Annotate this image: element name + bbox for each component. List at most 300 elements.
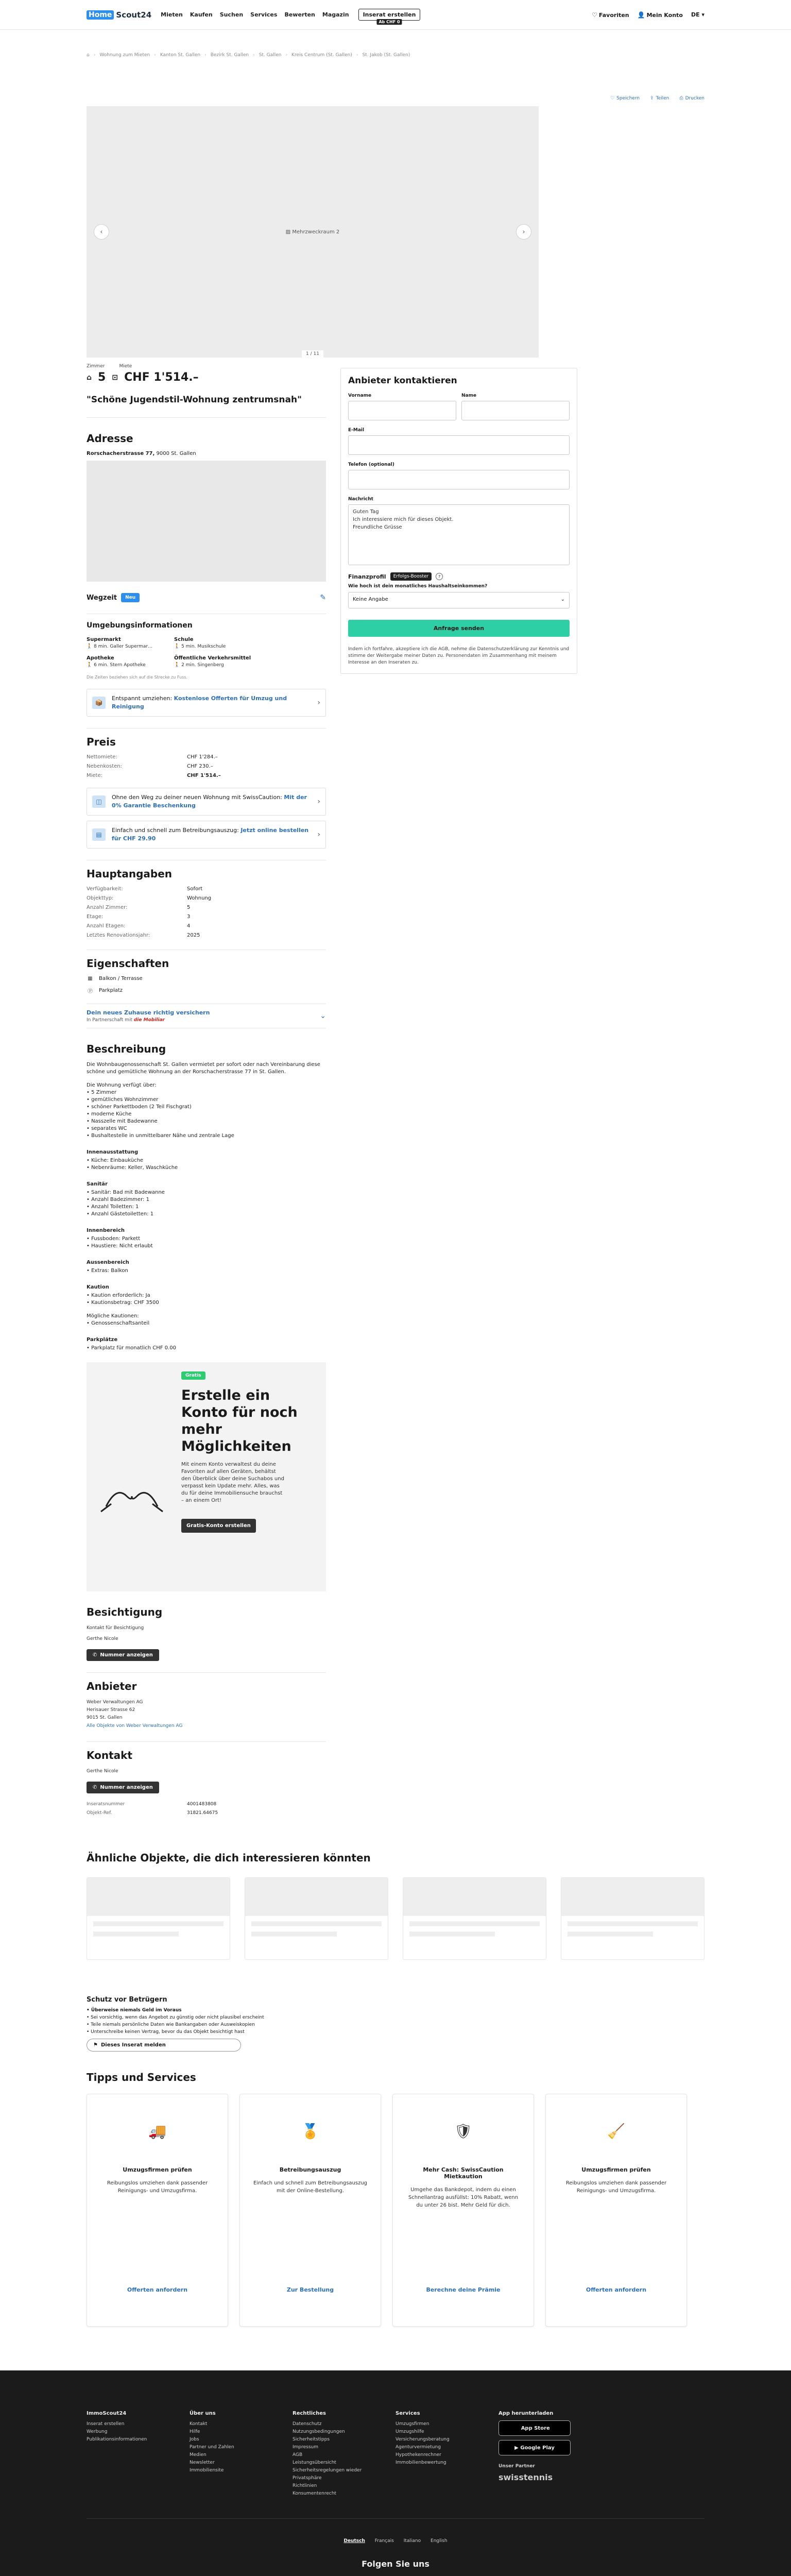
nav-kaufen[interactable]: Kaufen: [190, 11, 213, 18]
map[interactable]: [87, 461, 326, 582]
edit-icon[interactable]: ✎: [320, 594, 326, 602]
description-group-title: Innenausstattung: [87, 1149, 139, 1155]
info-key: Etage:: [87, 914, 104, 920]
insurance-title: Dein neues Zuhause richtig versichern: [87, 1009, 210, 1016]
swisscaution-promo[interactable]: [87, 788, 326, 816]
insurance-promo-text: [87, 1009, 210, 1023]
footer-link[interactable]: Leistungsübersicht: [293, 2460, 336, 2465]
tip-title: Umzugsfirmen prüfen: [123, 2166, 192, 2173]
feature-item: [87, 987, 326, 994]
save-button[interactable]: [610, 96, 640, 101]
footer-link[interactable]: Richtlinien: [293, 2483, 317, 2488]
description-group-item: • Kaution erforderlich: Ja: [87, 1292, 326, 1299]
listing-actions: [0, 58, 791, 101]
footer-link[interactable]: Umzugshilfe: [396, 2429, 424, 2434]
skeleton-line: [409, 1921, 540, 1926]
footer-link[interactable]: Umzugsfirmen: [396, 2421, 429, 2427]
description-group-item: • Parkplatz für monatlich CHF 0.00: [87, 1345, 326, 1352]
price-value: CHF 1'514.–: [187, 773, 221, 778]
footer-link[interactable]: Kontakt: [190, 2421, 208, 2427]
language-selector[interactable]: [691, 11, 704, 18]
footer-link[interactable]: Immobiliensite: [190, 2468, 224, 2473]
skeleton-line: [568, 1921, 698, 1926]
description-list-item: • moderne Küche: [87, 1111, 326, 1118]
document-icon: ▤: [92, 828, 106, 841]
environment-item: [87, 637, 174, 649]
main-info-table: [87, 886, 326, 938]
show-number-button[interactable]: [87, 1649, 159, 1661]
description-list-item: • Nasszelle mit Badewanne: [87, 1118, 326, 1125]
image-gallery[interactable]: [87, 106, 539, 358]
footer-link[interactable]: AGB: [293, 2452, 303, 2458]
footer-link[interactable]: Datenschutz: [293, 2421, 322, 2427]
description-intro: Die Wohnbaugenossenschaft St. Gallen vermietet per sofort oder nach Vereinbarung diese schöne und gemütliche Wohnung an der Rorschacherstrasse 77 in St. Gallen.: [87, 1062, 320, 1075]
feature-label: Balkon / Terrasse: [99, 976, 143, 981]
lastname-group: [461, 393, 570, 420]
similar-card[interactable]: [561, 1877, 704, 1960]
footer-link[interactable]: Partner und Zahlen: [190, 2445, 234, 2450]
firstname-input[interactable]: [348, 401, 456, 420]
breadcrumb-separator: ›: [285, 53, 288, 58]
description-group-title: Aussenbereich: [87, 1260, 129, 1265]
environment-item-title: Apotheke: [87, 655, 114, 661]
viewing-contact-name: Gerthe Nicole: [87, 1636, 118, 1641]
info-key: Objekttyp:: [87, 895, 114, 901]
firstname-label: Vorname: [348, 393, 372, 398]
footer-column-heading: ImmoScout24: [87, 2411, 127, 2416]
gallery-image: ▨ Mehrzweckraum 2: [285, 229, 340, 235]
insurance-promo[interactable]: [87, 1004, 326, 1028]
description-section: [87, 1043, 326, 1352]
language-option[interactable]: English: [431, 2538, 448, 2544]
description-list-item: • Bushaltestelle in unmittelbarer Nähe und zentrale Lage: [87, 1132, 326, 1140]
price-value: CHF 1'284.–: [187, 754, 218, 760]
breadcrumb-item[interactable]: Kanton St. Gallen: [160, 53, 201, 58]
provider-city: 9015 St. Gallen: [87, 1715, 123, 1720]
footer-column-heading: Services: [396, 2411, 420, 2416]
key-facts: [87, 358, 326, 384]
lastname-label: Name: [461, 393, 477, 398]
language-option[interactable]: Français: [374, 2538, 394, 2544]
object-ref-value: 31821.64675: [187, 1810, 218, 1816]
description-group-title: Sanitär: [87, 1181, 108, 1187]
address-city: 9000 St. Gallen: [156, 451, 196, 456]
viewing-label: Kontakt für Besichtigung: [87, 1625, 144, 1631]
footer-link[interactable]: Werbung: [87, 2429, 108, 2434]
description-group-item: • Kautionsbetrag: CHF 3500: [87, 1299, 326, 1307]
chevron-right-icon: ›: [317, 798, 320, 806]
nav-suchen[interactable]: Suchen: [219, 11, 244, 18]
contact-heading: Kontakt: [87, 1749, 133, 1761]
description-group: [87, 1235, 326, 1250]
tip-card[interactable]: [87, 2094, 228, 2327]
price-key: Nebenkosten:: [87, 764, 123, 769]
account-label: Mein Konto: [646, 11, 683, 19]
footer-column: [293, 2411, 370, 2498]
nav-bewerten[interactable]: Bewerten: [284, 11, 315, 18]
environment-section: [87, 621, 326, 680]
price-value: CHF 230.–: [187, 764, 213, 769]
description-list-item: • 5 Zimmer: [87, 1089, 326, 1096]
message-textarea[interactable]: Guten Tag Ich interessiere mich für dieses Objekt. Freundliche Grüsse: [348, 504, 570, 565]
reference-value: 4001483808: [187, 1802, 217, 1807]
description-group: [87, 1189, 326, 1218]
language-option[interactable]: Deutsch: [343, 2538, 365, 2544]
info-value: Sofort: [187, 886, 203, 892]
chevron-right-icon: ›: [317, 699, 320, 707]
similar-card[interactable]: [87, 1877, 230, 1960]
income-question: Wie hoch ist dein monatliches Haushaltseinkommen?: [348, 584, 488, 589]
info-value: 4: [187, 923, 191, 929]
info-value: Wohnung: [187, 895, 212, 901]
contact-section: [87, 1749, 326, 1816]
chevron-down-icon: ▾: [701, 11, 704, 18]
tips-heading: Tipps und Services: [87, 2071, 196, 2083]
rooms-value: 5: [98, 371, 106, 384]
favorites-label: Favoriten: [598, 11, 629, 19]
description-text: [87, 1061, 326, 1352]
provider-listings-link[interactable]: Alle Objekte von Weber Verwaltungen AG: [87, 1723, 183, 1728]
description-group: [87, 1292, 326, 1307]
price-key: Miete:: [87, 773, 103, 778]
share-button[interactable]: [650, 96, 669, 101]
environment-item-text: 8 min. Galler Supermar…: [94, 644, 153, 649]
mobiliar-logo: die Mobiliar: [133, 1018, 165, 1023]
create-listing-label: Inserat erstellen: [363, 11, 416, 18]
tip-title: Mehr Cash: SwissCaution Mietkaution: [423, 2166, 504, 2180]
breadcrumb-item[interactable]: Kreis Centrum (St. Gallen): [291, 53, 352, 58]
share-icon: ⇪: [650, 96, 654, 101]
footer-apps: [498, 2411, 576, 2498]
moving-promo-text: [112, 694, 311, 711]
breadcrumb-separator: ›: [93, 53, 96, 58]
description-list-title: Die Wohnung verfügt über:: [87, 1082, 157, 1088]
lastname-input[interactable]: [461, 401, 570, 420]
tip-link[interactable]: Berechne deine Prämie: [426, 2286, 501, 2293]
provider-heading: Anbieter: [87, 1680, 137, 1692]
info-key: Anzahl Zimmer:: [87, 905, 128, 910]
similar-card-image: [403, 1878, 546, 1916]
similar-card-image: [245, 1878, 388, 1916]
tip-text: Umgehe das Bankdepot, indem du einen Schnellantrag ausfüllst: 10% Rabatt, wenn du unter 26 bist. Mehr Geld für dich.: [408, 2187, 519, 2208]
environment-item-text: 6 min. Stern Apotheke: [94, 663, 146, 668]
language-option[interactable]: Italiano: [403, 2538, 421, 2544]
shield-icon: 🛡: [454, 2123, 473, 2140]
skeleton-line: [251, 1931, 337, 1937]
description-group: [87, 1345, 326, 1352]
phone-group: [348, 462, 570, 489]
heart-icon: ♡: [592, 11, 597, 19]
similar-card[interactable]: [245, 1877, 388, 1960]
environment-item-value: 🚶 5 min. Musikschule: [174, 644, 226, 649]
description-heading: Beschreibung: [87, 1043, 166, 1055]
address-section: [87, 432, 326, 602]
info-icon[interactable]: ?: [436, 573, 443, 580]
google-play-button[interactable]: [498, 2440, 571, 2455]
certificate-icon: 🏅: [301, 2123, 319, 2140]
footer-link[interactable]: Jobs: [190, 2437, 199, 2442]
partner-logo[interactable]: swisstennis: [498, 2472, 553, 2482]
main-info-section: [87, 868, 326, 938]
contact-form-heading: Anbieter kontaktieren: [348, 376, 457, 386]
features-heading: Eigenschaften: [87, 957, 169, 970]
similar-card-image: [87, 1878, 230, 1916]
environment-item-title: Öffentliche Verkehrsmittel: [174, 655, 251, 661]
contact-name: Gerthe Nicole: [87, 1769, 118, 1774]
environment-heading: Umgebungsinformationen: [87, 621, 193, 630]
show-number-label: Nummer anzeigen: [100, 1652, 153, 1658]
footer-link[interactable]: Publikationsinformationen: [87, 2437, 147, 2442]
route-planner[interactable]: [87, 593, 326, 602]
info-key: Verfügbarkeit:: [87, 886, 123, 892]
play-icon: ▶: [514, 2445, 519, 2451]
register-promo-link: Jetzt online bestellen für CHF 29.90: [112, 827, 309, 842]
breadcrumb-item[interactable]: St. Gallen: [259, 53, 282, 58]
reference-key: Inseratsnummer: [87, 1802, 125, 1807]
description-group-title: Kaution: [87, 1284, 109, 1290]
environment-item-title: Schule: [174, 637, 194, 642]
language-label: DE: [691, 11, 700, 18]
breadcrumb-separator: ›: [356, 53, 358, 58]
breadcrumb: [0, 30, 791, 58]
fraud-tip: • Unterschreibe keinen Vertrag, bevor du das Objekt besichtigt hast: [87, 2028, 704, 2036]
environment-item-text: 2 min. Singenberg: [181, 663, 224, 668]
description-list-item: • schöner Parkettboden (2 Teil Fischgrat): [87, 1104, 326, 1111]
divider: [87, 417, 326, 418]
fraud-heading: Schutz vor Betrügern: [87, 1996, 167, 2004]
nav-magazin[interactable]: Magazin: [322, 11, 349, 18]
tip-link[interactable]: Zur Bestellung: [286, 2286, 334, 2293]
moving-promo-link: Kostenlose Offerten für Umzug und Reinigung: [112, 695, 287, 710]
price-section: [87, 736, 326, 778]
description-group-item: • Haustiere: Nicht erlaubt: [87, 1243, 326, 1250]
footer-link[interactable]: Privatsphäre: [293, 2476, 322, 2481]
description-group-item: • Sanitär: Bad mit Badewanne: [87, 1189, 326, 1196]
home-icon[interactable]: ⌂: [87, 53, 90, 58]
description-group-title: Mögliche Kautionen:: [87, 1313, 139, 1319]
footer: [0, 2370, 791, 2576]
message-group: [348, 497, 570, 565]
deposit-icon: ◫: [92, 795, 106, 808]
print-label: Drucken: [685, 96, 704, 101]
tip-link[interactable]: Offerten anfordern: [127, 2286, 188, 2293]
flag-icon: ⚑: [93, 2042, 98, 2048]
moving-icon: 📦: [92, 697, 106, 709]
footer-link[interactable]: Konsumentenrecht: [293, 2491, 337, 2496]
moving-promo-label: Entspannt umziehen:: [112, 695, 173, 702]
divider: [87, 1741, 326, 1742]
tip-card[interactable]: [545, 2094, 687, 2327]
printer-icon: ⎙: [679, 96, 683, 101]
share-label: Teilen: [656, 96, 669, 101]
nav-mieten[interactable]: Mieten: [161, 11, 183, 18]
favorites-link[interactable]: [592, 11, 629, 19]
logo[interactable]: [87, 10, 151, 20]
provider-name: Weber Verwaltungen AG: [87, 1700, 143, 1705]
income-select[interactable]: [348, 592, 570, 608]
tips-services: [0, 2071, 791, 2327]
description-group-item: • Küche: Einbauküche: [87, 1157, 326, 1164]
phone-icon: ✆: [93, 1785, 97, 1790]
description-list-item: • gemütliches Wohnzimmer: [87, 1096, 326, 1104]
footer-link[interactable]: Agenturvermietung: [396, 2445, 441, 2450]
top-navigation: [0, 0, 791, 30]
info-value: 2025: [187, 933, 200, 938]
viewing-section: [87, 1606, 326, 1661]
price-icon: ⊡: [112, 373, 118, 382]
tip-title: Umzugsfirmen prüfen: [581, 2166, 651, 2173]
language-switcher: [87, 2518, 704, 2544]
environment-item: [174, 637, 262, 649]
breadcrumb-separator: ›: [204, 53, 207, 58]
environment-item-value: 🚶 8 min. Galler Supermar…: [87, 644, 153, 649]
save-label: Speichern: [616, 96, 640, 101]
logo-home: Home: [87, 10, 114, 20]
print-button[interactable]: [679, 96, 704, 101]
footer-column-heading: Über uns: [190, 2411, 216, 2416]
tip-link[interactable]: Offerten anfordern: [586, 2286, 647, 2293]
finance-tag: Erfolgs-Booster: [390, 572, 432, 581]
info-key: Letztes Renovationsjahr:: [87, 933, 150, 938]
footer-link[interactable]: Nutzungsbedingungen: [293, 2429, 345, 2434]
parking-icon: Ⓟ: [88, 989, 93, 994]
breadcrumb-item[interactable]: St. Jakob (St. Gallen): [362, 53, 410, 58]
contact-form: [340, 368, 577, 674]
tip-text: Einfach und schnell zum Betreibungsauszug mit der Online-Bestellung.: [253, 2180, 368, 2194]
create-listing-button[interactable]: [358, 9, 421, 24]
listing-details: [87, 358, 326, 1816]
new-badge: Neu: [121, 593, 140, 602]
phone-input[interactable]: [348, 470, 570, 489]
environment-item-title: Supermarkt: [87, 637, 121, 642]
submit-inquiry-button[interactable]: Anfrage senden: [348, 620, 570, 637]
legal-note: Indem ich fortfahre, akzeptiere ich die AGB, nehme die Datenschutzerklärung zur Kenntnis und stimme der Weitergabe meiner Daten zu. Personendaten im Zusammenhang mit meinem Interesse an den Inseraten zu.: [348, 647, 570, 665]
footer-link[interactable]: Impressum: [293, 2445, 319, 2450]
fraud-list: [87, 2007, 704, 2036]
register-promo[interactable]: [87, 821, 326, 849]
environment-note: Die Zeiten beziehen sich auf die Strecke zu Fuss.: [87, 675, 187, 680]
skeleton-line: [93, 1921, 223, 1926]
footer-link[interactable]: Inserat erstellen: [87, 2421, 125, 2427]
register-promo-label: Einfach und schnell zum Betreibungsauszug:: [112, 827, 239, 834]
route-label: Wegzeit: [87, 594, 117, 602]
gallery-image-alt: Mehrzweckraum 2: [292, 229, 340, 235]
divider: [87, 1672, 326, 1673]
breadcrumb-separator: ›: [253, 53, 255, 58]
description-group-title: Parkplätze: [87, 1337, 118, 1343]
viewing-heading: Besichtigung: [87, 1606, 163, 1618]
upsell-text: Mit einem Konto verwaltest du deine Favoriten auf allen Geräten, behältst den Überblick über deine Suchabos und verpasst kein Update mehr. Alles, was du für deine Immobiliensuche brauchst – an einem Ort!: [181, 1462, 284, 1503]
description-group-title: Innenbereich: [87, 1228, 125, 1233]
phone-label: Telefon (optional): [348, 462, 394, 467]
similar-listings: [0, 1852, 791, 1960]
main-nav: [161, 11, 349, 18]
breadcrumb-item[interactable]: Wohnung zum Mieten: [99, 53, 150, 58]
skeleton-line: [568, 1931, 653, 1937]
phone-icon: ✆: [93, 1652, 97, 1658]
insurance-sub: In Partnerschaft mit: [87, 1018, 132, 1023]
app-store-label: App Store: [521, 2425, 550, 2431]
reference-table: [87, 1802, 326, 1816]
gallery-next-button[interactable]: ›: [516, 224, 531, 240]
address-heading: Adresse: [87, 432, 133, 445]
similar-card[interactable]: [403, 1877, 546, 1960]
environment-item-value: 🚶 2 min. Singenberg: [174, 663, 224, 668]
footer-link[interactable]: Immobilienbewertung: [396, 2460, 446, 2465]
nav-services[interactable]: Services: [250, 11, 278, 18]
chevron-down-icon: ⌄: [320, 1012, 326, 1020]
app-store-button[interactable]: [498, 2420, 571, 2436]
provider-street: Herisauer Strasse 62: [87, 1707, 135, 1713]
description-group-item: • Genossenschaftsanteil: [87, 1320, 326, 1327]
environment-item-text: 5 min. Musikschule: [181, 644, 226, 649]
similar-card-image: [561, 1878, 704, 1916]
create-account-button[interactable]: Gratis-Konto erstellen: [181, 1519, 256, 1533]
register-promo-text: [112, 826, 311, 843]
footer-link[interactable]: Sicherheitstipps: [293, 2437, 330, 2442]
tip-card[interactable]: [392, 2094, 534, 2327]
upsell-title: Erstelle ein Konto für noch mehr Möglichkeiten: [181, 1387, 298, 1454]
email-input[interactable]: [348, 435, 570, 455]
footer-link[interactable]: Versicherungsberatung: [396, 2437, 450, 2442]
header-actions: [592, 11, 704, 19]
free-badge: Gratis: [181, 1371, 205, 1380]
swisscaution-promo-text: [112, 793, 311, 810]
description-group-item: • Fussboden: Parkett: [87, 1235, 326, 1243]
fraud-warning: [0, 1996, 791, 2052]
description-group: [87, 1267, 326, 1275]
environment-item-value: 🚶 6 min. Stern Apotheke: [87, 663, 146, 668]
house-icon: ⌂: [87, 373, 92, 382]
description-group-item: • Anzahl Badezimmer: 1: [87, 1196, 326, 1204]
show-number-label: Nummer anzeigen: [100, 1785, 153, 1790]
contact-sidebar: [340, 358, 577, 1816]
address-street: Rorschacherstrasse 77,: [87, 451, 155, 456]
apps-heading: App herunterladen: [498, 2411, 554, 2416]
swisscaution-promo-label: Ohne den Weg zu deiner neuen Wohnung mit SwissCaution:: [112, 794, 282, 801]
tip-card[interactable]: [239, 2094, 381, 2327]
breadcrumb-item[interactable]: Bezirk St. Gallen: [210, 53, 249, 58]
object-ref-key: Objekt-Ref.: [87, 1810, 112, 1816]
finance-label: Finanzprofil: [348, 573, 386, 580]
partner-heading: Unser Partner: [498, 2464, 535, 2469]
description-group-item: • Anzahl Toiletten: 1: [87, 1204, 326, 1211]
description-list: [87, 1089, 326, 1140]
google-play-label: Google Play: [520, 2445, 555, 2451]
footer-link[interactable]: Hypothekenrechner: [396, 2452, 441, 2458]
account-link[interactable]: [638, 11, 683, 19]
footer-link[interactable]: Medien: [190, 2452, 207, 2458]
report-listing-button[interactable]: [87, 2039, 241, 2052]
fraud-tip: • Teile niemals persönliche Daten wie Bankangaben oder Ausweiskopien: [87, 2021, 704, 2028]
price-heading: Preis: [87, 736, 116, 748]
balcony-icon: ▦: [88, 976, 93, 981]
environment-item: [87, 655, 174, 668]
price-key: Nettomiete:: [87, 754, 117, 760]
footer-link[interactable]: Hilfe: [190, 2429, 200, 2434]
gallery-prev-button[interactable]: ‹: [94, 224, 109, 240]
tip-title: Betreibungsauszug: [279, 2166, 341, 2173]
skeleton-line: [93, 1931, 179, 1937]
footer-link[interactable]: Newsletter: [190, 2460, 215, 2465]
finance-profile: [348, 572, 570, 581]
show-number-button[interactable]: [87, 1782, 159, 1793]
chevron-right-icon: ›: [317, 831, 320, 839]
moving-promo[interactable]: [87, 689, 326, 717]
footer-link[interactable]: Sicherheitsregelungen wieder: [293, 2468, 362, 2473]
description-group-item: • Nebenräume: Keller, Waschküche: [87, 1164, 326, 1172]
features-section: [87, 957, 326, 994]
